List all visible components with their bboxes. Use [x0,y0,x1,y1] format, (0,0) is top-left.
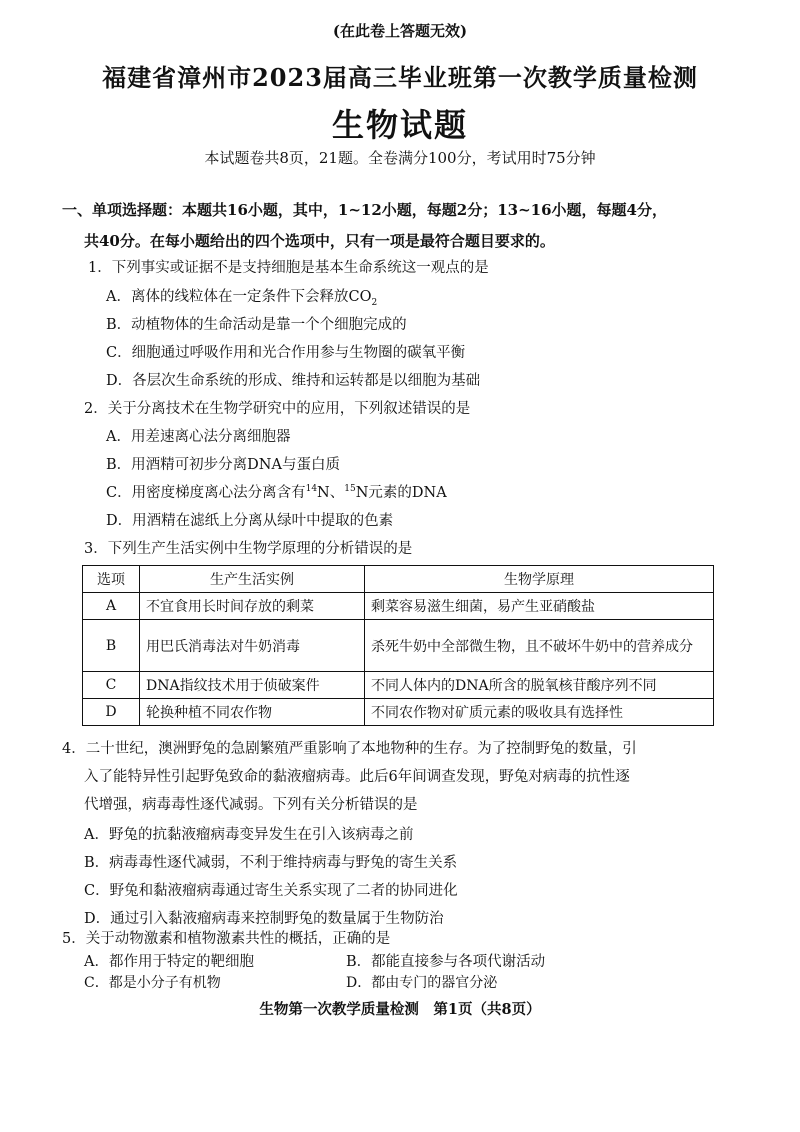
table-row [83,672,714,699]
q2-option-c-n1: N、 [317,485,345,501]
q2-option-b: B．用酒精可初步分离DNA与蛋白质 [106,457,340,473]
q3-row-b-principle: 杀死牛奶中全部微生物，且不破坏牛奶中的营养成分 [365,620,714,672]
q3-table-header [83,566,714,593]
q3-table [82,565,714,726]
exam-info: 本试题卷共8页，21题。全卷满分100分，考试用时75分钟 [204,149,596,167]
q3-stem: 3．下列生产生活实例中生物学原理的分析错误的是 [84,541,413,557]
q4-option-a: A．野兔的抗黏液瘤病毒变异发生在引入该病毒之前 [84,827,414,843]
q4-option-b: B．病毒毒性逐代减弱，不利于维持病毒与野兔的寄生关系 [84,855,458,871]
q3-header-option: 选项 [83,566,140,593]
q5-stem: 5．关于动物激素和植物激素共性的概括，正确的是 [62,931,391,947]
q3-row-d-principle: 不同农作物对矿质元素的吸收具有选择性 [365,699,714,726]
q2-option-d: D．用酒精在滤纸上分离从绿叶中提取的色素 [106,513,394,529]
section-heading-line2: 共40分。在每小题给出的四个选项中，只有一项是最符合题目要求的。 [84,232,555,250]
subject-title: 生物试题 [331,106,468,144]
q4-stem-line3: 代增强，病毒毒性逐代减弱。下列有关分析错误的是 [84,797,418,813]
q3-row-a-option: A [83,593,140,620]
q2-option-c [106,481,447,502]
q5-option-d: D．都由专门的器官分泌 [346,975,498,991]
q3-row-b-example: 用巴氏消毒法对牛奶消毒 [140,620,365,672]
table-row [83,593,714,620]
table-row [83,699,714,726]
page-footer: 生物第一次教学质量检测 第1页（共8页） [259,1001,541,1018]
q1-option-a [106,285,377,308]
q3-row-b-option: B [83,620,140,672]
q2-option-c-post: N元素的DNA [355,485,447,501]
q1-option-a-text: A．离体的线粒体在一定条件下会释放CO [106,289,372,305]
q4-option-d: D．通过引入黏液瘤病毒来控制野兔的数量属于生物防治 [84,911,444,927]
q2-option-c-pre: C．用密度梯度离心法分离含有 [106,485,306,501]
q3-row-a-principle: 剩菜容易滋生细菌，易产生亚硝酸盐 [365,593,714,620]
q3-header-principle: 生物学原理 [365,566,714,593]
q5-option-c: C．都是小分子有机物 [84,975,221,991]
q1-option-a-subscript: 2 [371,297,378,308]
q3-header-example: 生产生活实例 [140,566,365,593]
q2-option-a: A．用差速离心法分离细胞器 [106,429,291,445]
q2-stem: 2．关于分离技术在生物学研究中的应用，下列叙述错误的是 [84,401,471,417]
q3-row-c-option: C [83,672,140,699]
exam-title: 福建省漳州市2023届高三毕业班第一次教学质量检测 [102,63,698,92]
q3-row-c-example: DNA指纹技术用于侦破案件 [140,672,365,699]
q5-option-a: A．都作用于特定的靶细胞 [84,954,254,970]
q3-row-d-option: D [83,699,140,726]
section-heading-line1: 一、单项选择题：本题共16小题，其中，1~12小题，每题2分；13~16小题，每题4分， [62,201,667,219]
q5-option-b: B．都能直接参与各项代谢活动 [346,954,546,970]
q1-option-c: C．细胞通过呼吸作用和光合作用参与生物圈的碳氧平衡 [106,345,466,361]
q1-option-d: D．各层次生命系统的形成、维持和运转都是以细胞为基础 [106,373,481,389]
q4-stem-line2: 入了能特异性引起野兔致命的黏液瘤病毒。此后6年间调查发现，野兔对病毒的抗性逐 [84,769,630,785]
q4-stem-line1: 4．二十世纪，澳洲野兔的急剧繁殖严重影响了本地物种的生存。为了控制野兔的数量，引 [62,741,637,757]
q4-option-c: C．野兔和黏液瘤病毒通过寄生关系实现了二者的协同进化 [84,883,458,899]
q3-row-c-principle: 不同人体内的DNA所含的脱氧核苷酸序列不同 [365,672,714,699]
q2-option-c-sup2: 15 [344,484,356,495]
exam-notice: (在此卷上答题无效) [332,22,468,40]
q3-row-a-example: 不宜食用长时间存放的剩菜 [140,593,365,620]
q1-option-b: B．动植物体的生命活动是靠一个个细胞完成的 [106,317,407,333]
q3-row-d-example: 轮换种植不同农作物 [140,699,365,726]
table-row [83,620,714,672]
q2-option-c-sup1: 14 [305,484,318,495]
q1-stem: 1．下列事实或证据不是支持细胞是基本生命系统这一观点的是 [88,260,489,276]
